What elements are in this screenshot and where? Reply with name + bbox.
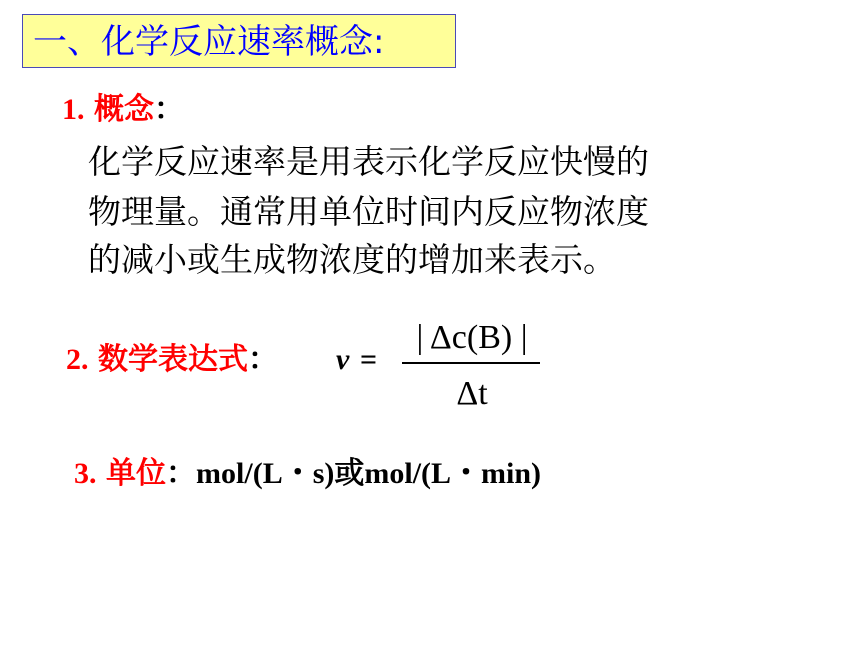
- title-box: [22, 14, 456, 68]
- section-1-heading: [62, 92, 184, 128]
- slide-title: 一、化学反应速率概念:: [33, 22, 385, 62]
- fraction-numerator: | Δc(B) |: [416, 319, 528, 356]
- equals-sign: =: [360, 343, 378, 376]
- section-3-heading: [74, 456, 541, 492]
- section-3-number: 3.: [74, 457, 97, 490]
- section-3-label: 单位: [106, 456, 167, 491]
- unit-or: 或: [334, 456, 365, 491]
- section-1-number: 1.: [62, 93, 85, 126]
- definition-line-2: 物理量。通常用单位时间内反应物浓度: [88, 192, 649, 231]
- unit-mol-per-liter-second: mol/(L・s): [196, 457, 335, 490]
- definition-line-1: 化学反应速率是用表示化学反应快慢的: [88, 142, 649, 181]
- section-2-number: 2.: [66, 343, 89, 376]
- section-1-colon: ：: [154, 92, 185, 127]
- fraction-bar: [402, 362, 540, 364]
- rate-variable: v: [336, 343, 350, 376]
- section-2-label: 数学表达式: [98, 342, 249, 377]
- fraction-denominator: Δt: [456, 375, 488, 412]
- section-2-colon: ：: [248, 342, 279, 377]
- section-3-colon: ：: [166, 456, 197, 491]
- section-1-label: 概念: [94, 92, 155, 127]
- section-2-heading: [66, 342, 278, 378]
- unit-mol-per-liter-minute: mol/(L・min): [364, 457, 542, 490]
- definition-line-3: 的减小或生成物浓度的增加来表示。: [88, 240, 616, 279]
